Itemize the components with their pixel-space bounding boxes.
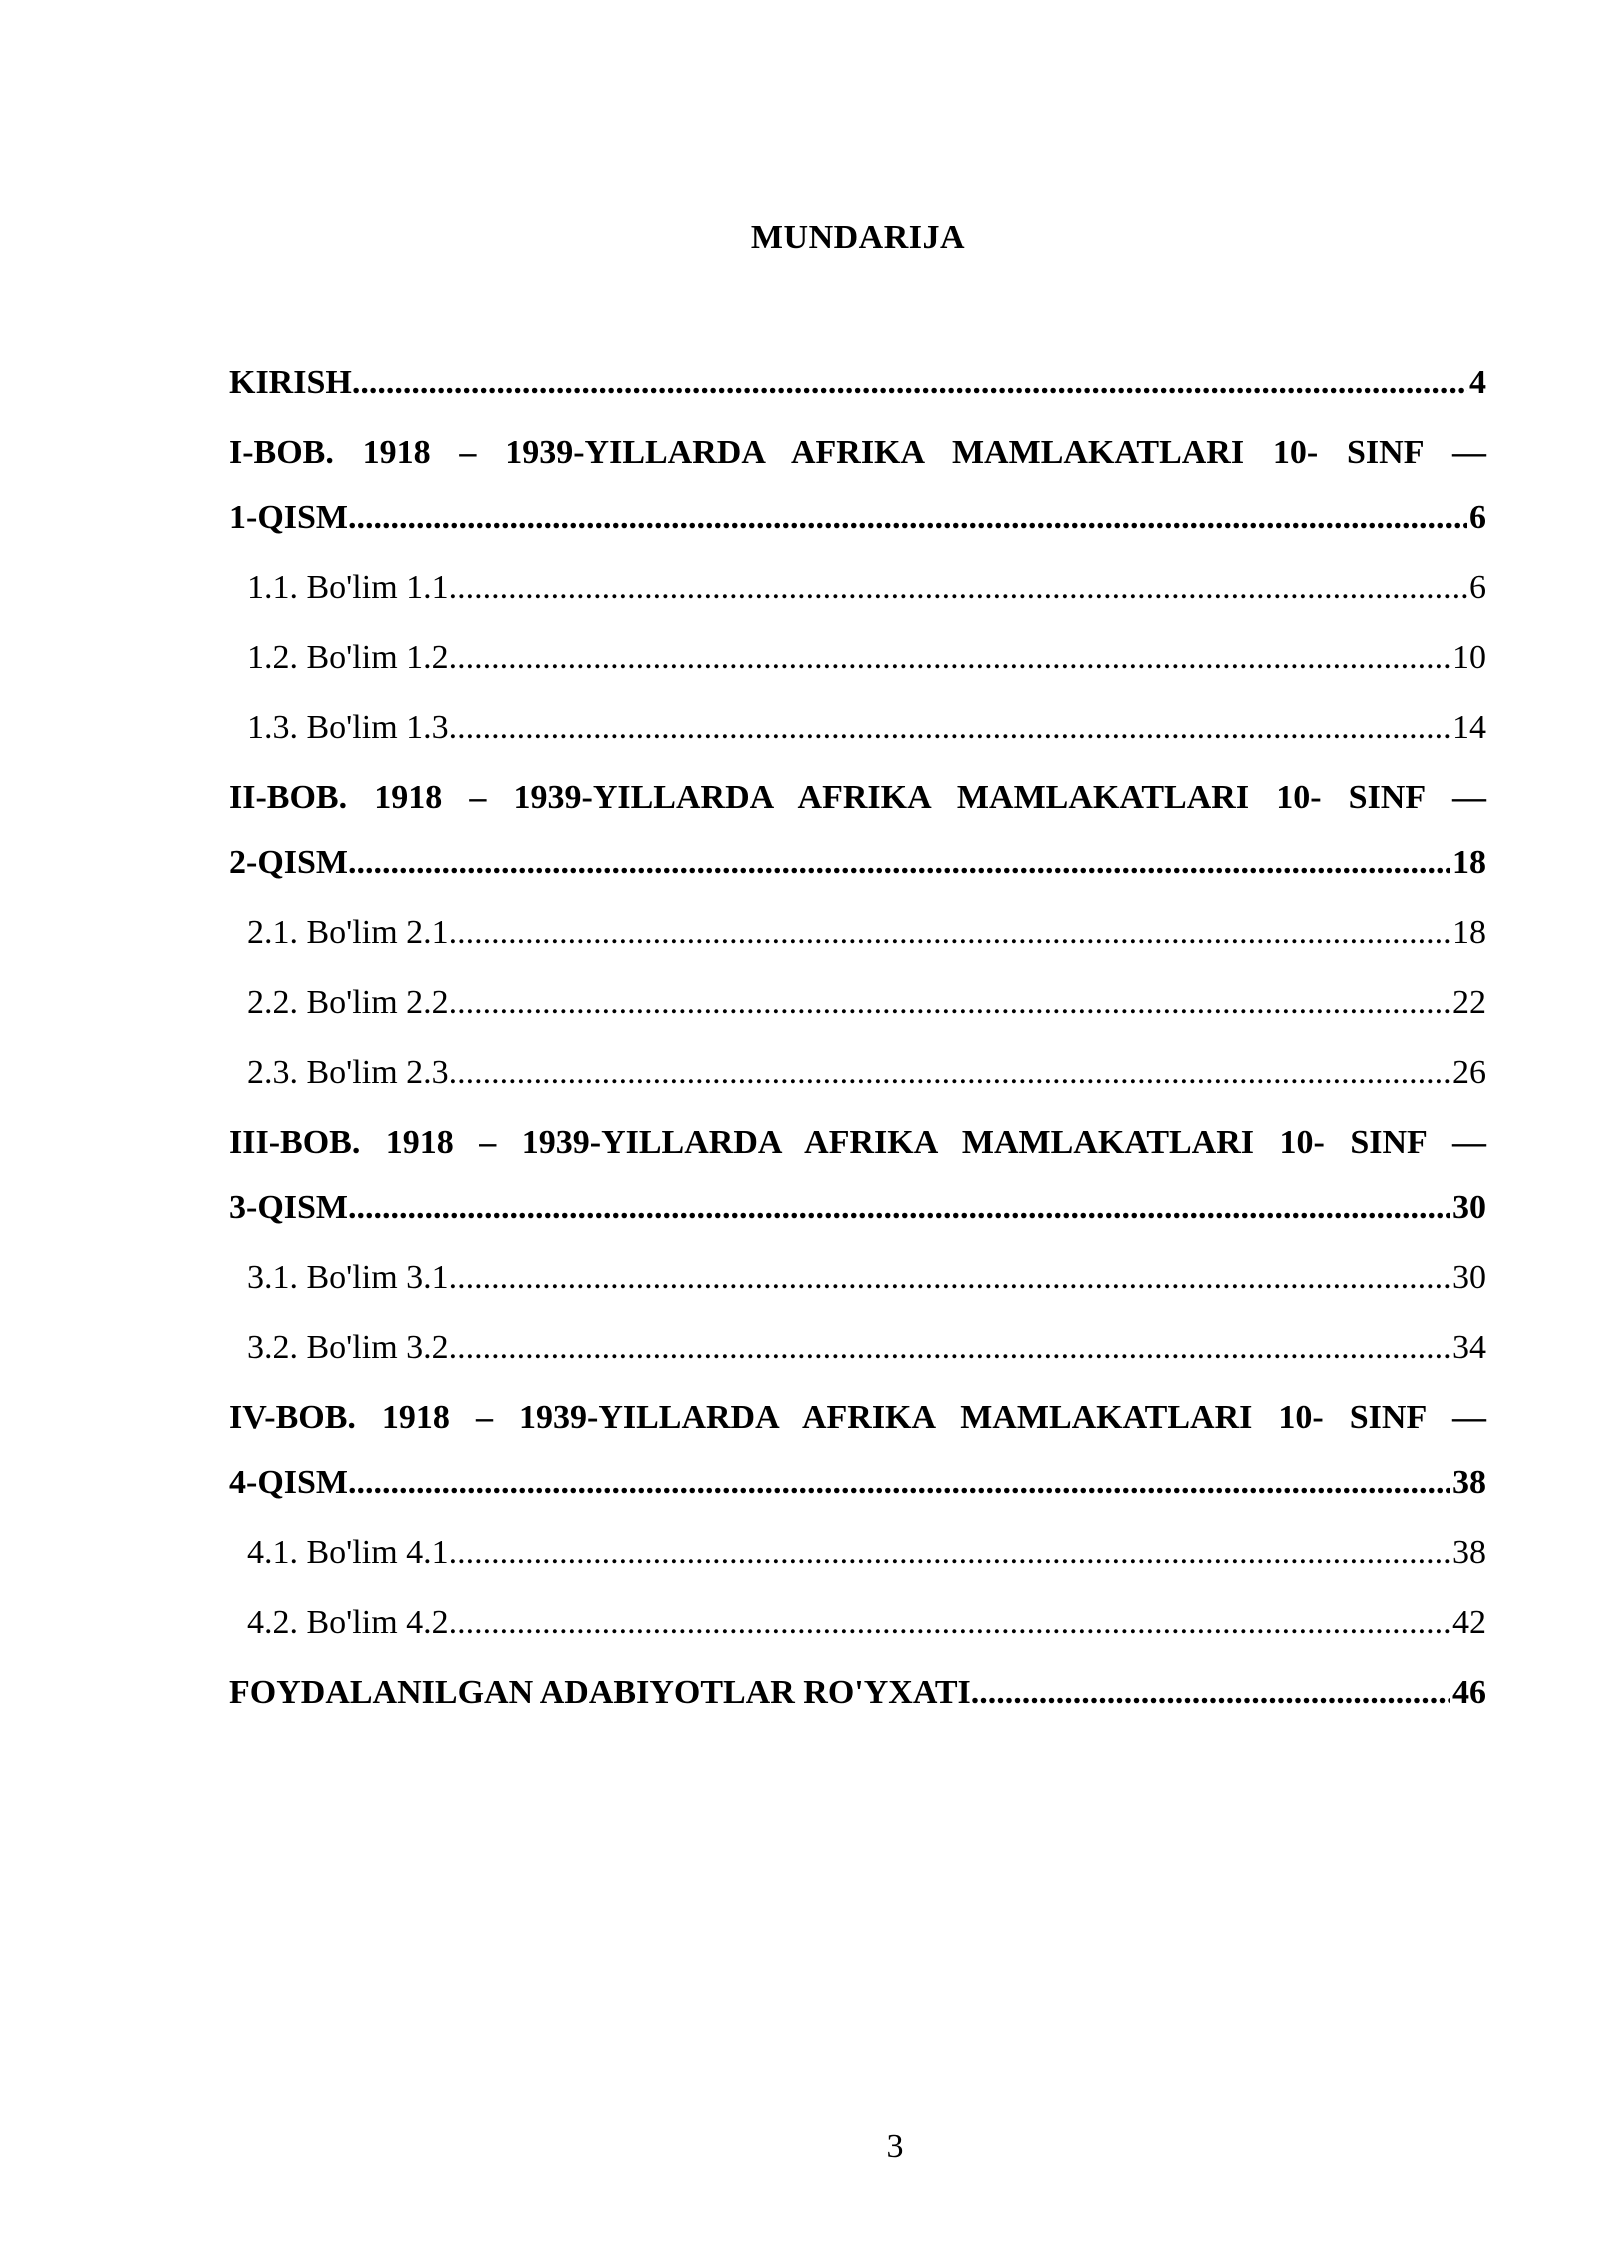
toc-entry-label: 1.3. Bo'lim 1.3 bbox=[247, 709, 449, 746]
toc-chapter-entry[interactable] bbox=[229, 350, 1486, 420]
toc-section-entry[interactable] bbox=[229, 1245, 1486, 1315]
toc-entry-label: 4.1. Bo'lim 4.1 bbox=[247, 1534, 449, 1571]
toc-entry-label: FOYDALANILGAN ADABIYOTLAR RO'YXATI bbox=[229, 1674, 971, 1711]
toc-entry-label: 2.3. Bo'lim 2.3 bbox=[247, 1054, 449, 1091]
toc-entry-label: 4-QISM bbox=[229, 1464, 348, 1501]
toc-entry-label: 3.2. Bo'lim 3.2 bbox=[247, 1329, 449, 1366]
toc-entry-page-number: 6 bbox=[1469, 569, 1486, 606]
dot-leader bbox=[449, 1245, 1450, 1310]
toc-entry-label: KIRISH bbox=[229, 364, 352, 401]
toc-entry-page-number: 30 bbox=[1452, 1259, 1486, 1296]
dot-leader bbox=[449, 1315, 1450, 1380]
toc-entry-label: 1-QISM bbox=[229, 499, 348, 536]
toc-chapter-title-line[interactable]: IV-BOB. 1918 – 1939-YILLARDA AFRIKA MAMLAKATLARI 10- SINF — bbox=[229, 1399, 1486, 1436]
toc-entry-page-number: 26 bbox=[1452, 1054, 1486, 1091]
toc-entry-label: 3.1. Bo'lim 3.1 bbox=[247, 1259, 449, 1296]
dot-leader bbox=[348, 485, 1467, 550]
toc-entry-page-number: 34 bbox=[1452, 1329, 1486, 1366]
toc-entry-label: 2-QISM bbox=[229, 844, 348, 881]
toc-entry-page-number: 10 bbox=[1452, 639, 1486, 676]
toc-entry-page-number: 46 bbox=[1452, 1674, 1486, 1711]
toc-entry-page-number: 42 bbox=[1452, 1604, 1486, 1641]
toc-section-entry[interactable] bbox=[229, 1590, 1486, 1660]
toc-chapter-title-line[interactable]: III-BOB. 1918 – 1939-YILLARDA AFRIKA MAMLAKATLARI 10- SINF — bbox=[229, 1124, 1486, 1161]
dot-leader bbox=[348, 1450, 1450, 1515]
table-of-contents bbox=[229, 350, 1486, 1730]
dot-leader bbox=[449, 970, 1450, 1035]
dot-leader bbox=[449, 900, 1450, 965]
toc-chapter-entry[interactable] bbox=[229, 485, 1486, 555]
toc-section-entry[interactable] bbox=[229, 970, 1486, 1040]
toc-entry-page-number: 18 bbox=[1452, 914, 1486, 951]
toc-entry-page-number: 14 bbox=[1452, 709, 1486, 746]
dot-leader bbox=[348, 1175, 1450, 1240]
dot-leader bbox=[449, 625, 1450, 690]
dot-leader bbox=[449, 1590, 1450, 1655]
dot-leader bbox=[449, 1040, 1450, 1105]
toc-entry-page-number: 30 bbox=[1452, 1189, 1486, 1226]
toc-entry-label: 2.2. Bo'lim 2.2 bbox=[247, 984, 449, 1021]
dot-leader bbox=[449, 695, 1450, 760]
toc-section-entry[interactable] bbox=[229, 1520, 1486, 1590]
dot-leader bbox=[971, 1660, 1450, 1725]
toc-entry-label: 2.1. Bo'lim 2.1 bbox=[247, 914, 449, 951]
toc-entry-label: 1.2. Bo'lim 1.2 bbox=[247, 639, 449, 676]
toc-section-entry[interactable] bbox=[229, 1040, 1486, 1110]
dot-leader bbox=[352, 350, 1467, 415]
toc-chapter-title-line[interactable]: II-BOB. 1918 – 1939-YILLARDA AFRIKA MAMLAKATLARI 10- SINF — bbox=[229, 779, 1486, 816]
page-number: 3 bbox=[886, 2128, 904, 2165]
toc-entry-label: 3-QISM bbox=[229, 1189, 348, 1226]
toc-chapter-title-line[interactable]: I-BOB. 1918 – 1939-YILLARDA AFRIKA MAMLAKATLARI 10- SINF — bbox=[229, 434, 1486, 471]
toc-chapter-entry[interactable] bbox=[229, 1660, 1486, 1730]
toc-section-entry[interactable] bbox=[229, 625, 1486, 695]
toc-chapter-entry[interactable] bbox=[229, 1450, 1486, 1520]
toc-entry-page-number: 38 bbox=[1452, 1534, 1486, 1571]
toc-entry-label: 1.1. Bo'lim 1.1 bbox=[247, 569, 449, 606]
toc-section-entry[interactable] bbox=[229, 695, 1486, 765]
toc-entry-label: 4.2. Bo'lim 4.2 bbox=[247, 1604, 449, 1641]
page-title: MUNDARIJA bbox=[750, 219, 966, 256]
toc-entry-page-number: 22 bbox=[1452, 984, 1486, 1021]
toc-chapter-entry[interactable] bbox=[229, 1175, 1486, 1245]
toc-entry-page-number: 4 bbox=[1469, 364, 1486, 401]
toc-section-entry[interactable] bbox=[229, 900, 1486, 970]
toc-section-entry[interactable] bbox=[229, 1315, 1486, 1385]
toc-chapter-entry[interactable] bbox=[229, 830, 1486, 900]
toc-section-entry[interactable] bbox=[229, 555, 1486, 625]
dot-leader bbox=[449, 1520, 1450, 1585]
toc-entry-page-number: 6 bbox=[1469, 499, 1486, 536]
toc-entry-page-number: 18 bbox=[1452, 844, 1486, 881]
dot-leader bbox=[449, 555, 1467, 620]
toc-entry-page-number: 38 bbox=[1452, 1464, 1486, 1501]
dot-leader bbox=[348, 830, 1450, 895]
